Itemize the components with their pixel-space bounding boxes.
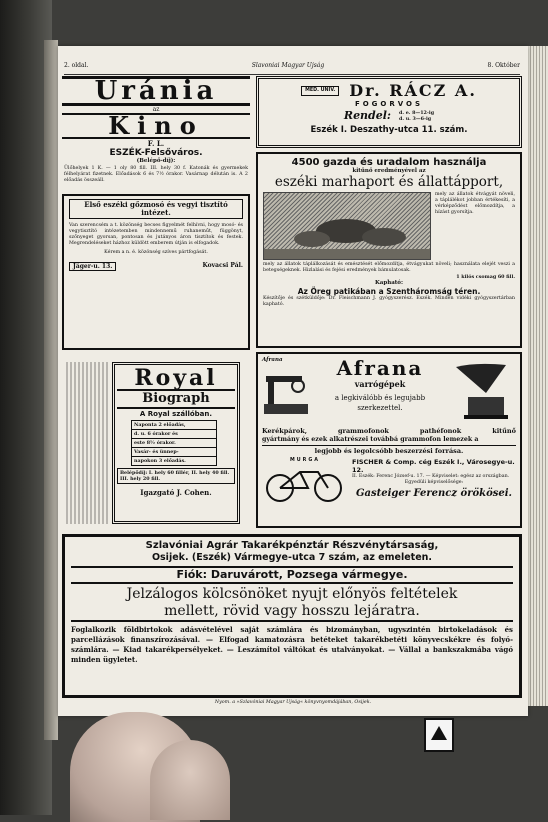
cattle-seller-detail: Készítője és szétküldője: Dr. Fleischmann J. gyógyszerész. Eszék. Minden vidéki gyógyszertárban kapható. [263, 296, 515, 307]
afrana-gramophones: grammofonok [337, 427, 389, 435]
afrana-dealer-sub: II. Eszék: Ferenc József-u. 17. — Képviselet: egész az országban. [352, 474, 510, 479]
cattle-main: eszéki marhaport és állattápport, [274, 174, 504, 190]
bank-address: Osijek. (Eszék) Vármegye-utca 7 szám, az emeleten. [151, 552, 433, 563]
afrana-top [262, 357, 516, 425]
afrana-rep: Gasteiger Ferencz örökösei. [355, 488, 513, 499]
dentist-hours-am: d. e. 8—12-ig [399, 109, 435, 116]
page-stack-edge [528, 46, 548, 706]
afrana-small-brand: Afrana [262, 357, 283, 363]
warning-icon [424, 718, 454, 752]
newspaper-page [58, 46, 528, 716]
afrana-line2: gyártmány és ezek alkatrészei továbbá grammofon lemezek a [262, 435, 516, 446]
laundry-ad [62, 194, 250, 350]
header-center: Slavoniai Magyar Ujság [251, 62, 325, 69]
afrana-bottom [262, 458, 516, 508]
bicycle-icon [262, 464, 348, 504]
dentist-name: Dr. RÁCZ A. [349, 81, 477, 100]
bank-branch: Fiók: Daruvárott, Pozsega vármegye. [71, 566, 513, 584]
cattle-illustration [263, 192, 431, 260]
finger [150, 740, 230, 820]
bank-title: Szlavóniai Agrár Takarékpénztár Részvénytársaság, [145, 540, 439, 551]
laundry-title: Első eszéki gőzmosó és vegyi tisztító intézet. [69, 199, 243, 219]
afrana-dealer-note: Egyedüli képviselősége: [404, 480, 464, 485]
afrana-dealer: FISCHER & Comp. cég Eszék I., Városegye-u. 12. [352, 458, 515, 474]
laundry-address-row [69, 262, 243, 271]
urania-kino-ad [62, 76, 250, 188]
header-right: 8. Október [487, 62, 520, 69]
royal-schedule-row: Naponta 2 előadás, [132, 421, 216, 430]
royal-schedule-row: napokon 3 előadás. [134, 458, 186, 464]
bank-ad [62, 534, 522, 698]
header-left: 2. oldal. [64, 62, 89, 69]
dentist-name-row [263, 81, 515, 100]
urania-section: F. L. [147, 139, 165, 148]
laundry-address: Jäger-u. 13. [69, 262, 116, 271]
page-footer: Nyom. a »Szlavóniai Magyar Ujság« könyvnyomdájában, Osijek. [214, 700, 372, 705]
dentist-pre: MED. UNIV. [301, 86, 339, 96]
dentist-hours-pm: d. u. 3—6-ig [399, 115, 432, 122]
cattle-middle [263, 192, 515, 260]
cattle-body: mely az állatok táplálkozását és emésztését előmozdítja, étvágyukat növeli; használata elejét veszi a betegségeknek. Hizlalási és fejési eredmények bámulatosak. [263, 262, 515, 273]
afrana-desc: a legkiválóbb és legujabb szerkezettel. [334, 394, 426, 412]
royal-schedule-row: Vasár- és ünnep- [132, 448, 216, 457]
afrana-line1 [262, 427, 516, 435]
laundry-body: Van szerencsém a t. közönség becses figyelmét felhívni, hogy mosó- és vegytisztító intézetemben mindennemű ruhaneműt, függönyt, szőnyeget gyorsan, pontosan és jutányos áron tisztítok és festek. Megrendeléseket házhoz küldött emberem útján is elfogadok. [69, 223, 243, 246]
cattle-sub: kitűnő eredményével az [352, 168, 426, 174]
sewing-machine-illustration [262, 357, 314, 425]
afrana-murga: MURGA [289, 458, 320, 463]
urania-venue: ESZÉK-Felsőváros. [109, 148, 203, 158]
laundry-note: Kérem a n. é. közönség szíves pártfogását. [104, 250, 208, 255]
royal-prices: Belépődíj: I. hely 60 fillér, II. hely 40 fill. III. hely 20 fill. [117, 468, 235, 484]
cattle-engraving [264, 193, 430, 259]
afrana-excellent: kitűnő [492, 427, 516, 435]
royal-schedule [131, 420, 217, 466]
royal-director: Igazgató J. Cohen. [140, 488, 212, 497]
cattle-powder-ad [256, 152, 522, 348]
dentist-ad [256, 76, 522, 148]
cattle-text-right: mely az állatok étvágyát növeli, a táplálékot jobban értékesíti, a vérképződést előmozdítja, a hízást gyorsítja. [435, 192, 515, 215]
bank-slogan1: Jelzálogos kölcsönöket nyujt előnyös feltételek [126, 586, 458, 602]
cattle-seller: Az Öreg patikában a Szentháromság téren. [297, 287, 481, 296]
dentist-role: FOGORVOS [354, 100, 424, 108]
afrana-center [314, 357, 446, 425]
bicycle-block [262, 458, 348, 508]
afrana-ad [256, 352, 522, 528]
urania-az: az [152, 106, 160, 113]
dentist-address: Eszék I. Deszathy-utca 11. szám. [310, 125, 468, 135]
kino-title: Kino [62, 113, 250, 139]
dealer-block [352, 458, 516, 508]
gramophone-icon [446, 357, 516, 425]
urania-title: Uránia [62, 76, 250, 106]
bank-slogan2: mellett, rövid vagy hosszu lejáratra. [71, 603, 513, 622]
afrana-brand: Afrana [336, 356, 424, 380]
royal-hotel: A Royal szállóban. [139, 410, 213, 418]
cattle-kaphato: Kapható: [375, 280, 403, 286]
dentist-hours-row [263, 109, 515, 122]
sewing-machine-icon [262, 364, 312, 418]
afrana-bicycles: Kerékpárok, [262, 427, 307, 435]
royal-schedule-row: este 8½ órakor. [132, 439, 216, 448]
cattle-headline: 4500 gazda és uradalom használja [291, 157, 487, 168]
royal-ornament-left [66, 362, 110, 524]
laundry-owner: Kovacsi Pál. [202, 262, 243, 269]
book-gutter [44, 40, 58, 740]
bank-body: Foglalkozik földbirtokok adásvételével saját számlára és bizományban, ugyszintén birtokeladások és parcellázások finanszírozásával. — Elfogad kamatozásra betéteket takarékbetéti könyvecskékre és folyó-számlára. — Kiad takarékpersélyeket. — Leszámítol váltókat és utalványokat. — Vállal a bankszakmába vágó minden ügyletet. [71, 625, 513, 664]
dentist-rendel: Rendel: [343, 109, 391, 122]
page-header [64, 62, 520, 75]
gramophone-illustration [446, 357, 516, 425]
cattle-price: 1 kilós csomag 60 fill. [456, 274, 515, 280]
urania-prices: Ülőhelyek 1 K. — 1 oly 80 fill. III. hely 30 f. Katonák és gyermekek félhelyárat fizetnek. Előadások 6 és 7½ órakor. Vasárnap délután is. A 2 előadás összeáll. [64, 166, 248, 183]
royal-biograph-ad [112, 362, 240, 524]
afrana-pathephones: pathéfonok [419, 427, 462, 435]
royal-title: Royal [117, 367, 235, 391]
afrana-product: varrógépek [354, 379, 406, 389]
royal-schedule-row: d. u. 6 órakor és [132, 430, 216, 439]
afrana-line3: legjobb és legolcsóbb beszerzési forrása. [314, 447, 464, 455]
royal-sub: Biograph [117, 391, 235, 409]
urania-sub: (Belépő-díj): [136, 158, 176, 164]
dentist-hours [399, 110, 434, 122]
